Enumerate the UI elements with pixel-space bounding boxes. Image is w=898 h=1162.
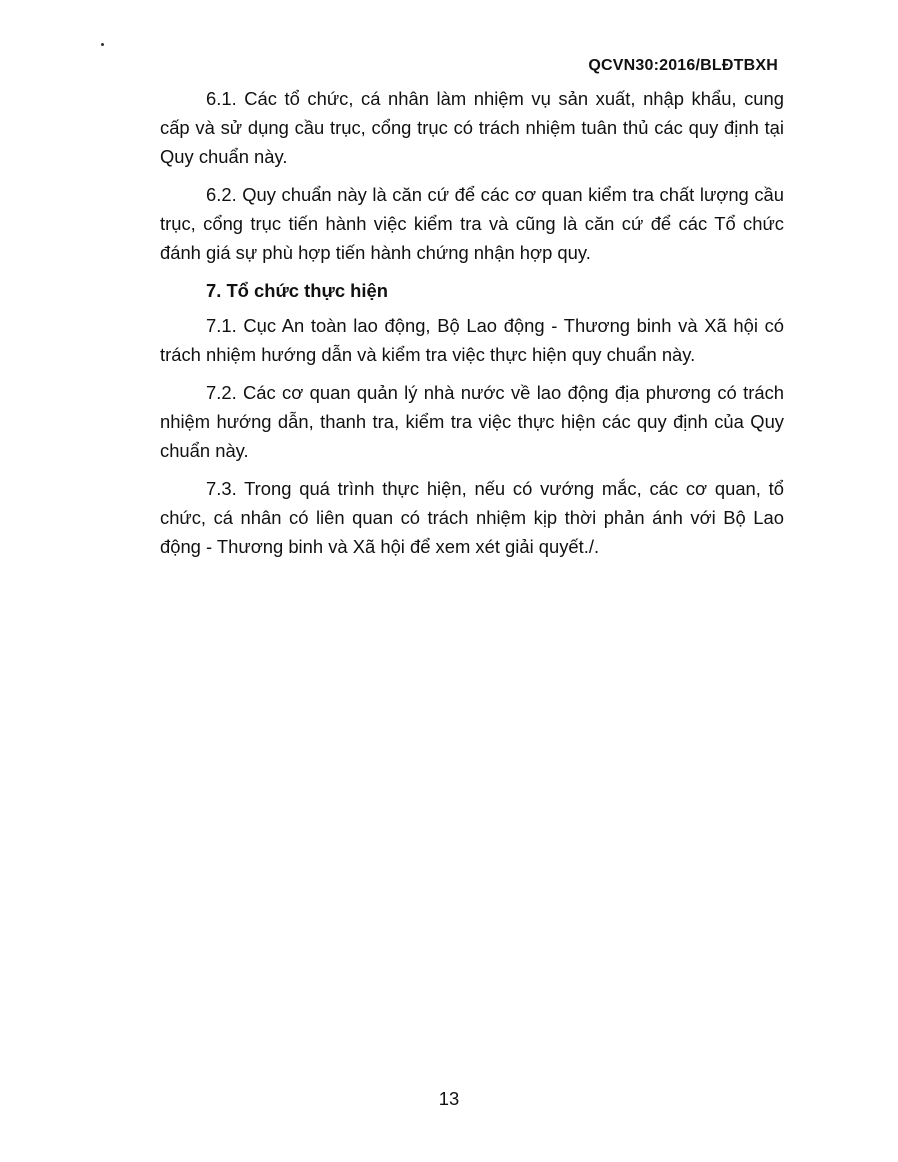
section-7-heading: 7. Tổ chức thực hiện bbox=[206, 280, 388, 301]
document-code-header: QCVN30:2016/BLĐTBXH bbox=[588, 57, 778, 74]
paragraph-7-2: 7.2. Các cơ quan quản lý nhà nước về lao động địa phương có trách nhiệm hướng dẫn, thanh tra, kiểm tra việc thực hiện các quy định của Quy chuẩn này. bbox=[160, 382, 784, 461]
paragraph-6-1: 6.1. Các tổ chức, cá nhân làm nhiệm vụ sản xuất, nhập khẩu, cung cấp và sử dụng cầu trục, cổng trục có trách nhiệm tuân thủ các quy định tại Quy chuẩn này. bbox=[160, 88, 784, 167]
paragraph-7-3: 7.3. Trong quá trình thực hiện, nếu có vướng mắc, các cơ quan, tổ chức, cá nhân có liên quan có trách nhiệm kịp thời phản ánh với Bộ Lao động - Thương binh và Xã hội để xem xét giải quyết./. bbox=[160, 478, 784, 557]
paragraph-6-2: 6.2. Quy chuẩn này là căn cứ để các cơ quan kiểm tra chất lượng cầu trục, cổng trục tiến hành việc kiểm tra và cũng là căn cứ để các Tổ chức đánh giá sự phù hợp tiến hành chứng nhận hợp quy. bbox=[160, 184, 784, 263]
scan-speck bbox=[101, 43, 104, 46]
page-number: 13 bbox=[438, 1088, 460, 1109]
paragraph-7-1: 7.1. Cục An toàn lao động, Bộ Lao động - Thương binh và Xã hội có trách nhiệm hướng dẫn và kiểm tra việc thực hiện quy chuẩn này. bbox=[160, 315, 784, 365]
document-body bbox=[160, 84, 784, 570]
